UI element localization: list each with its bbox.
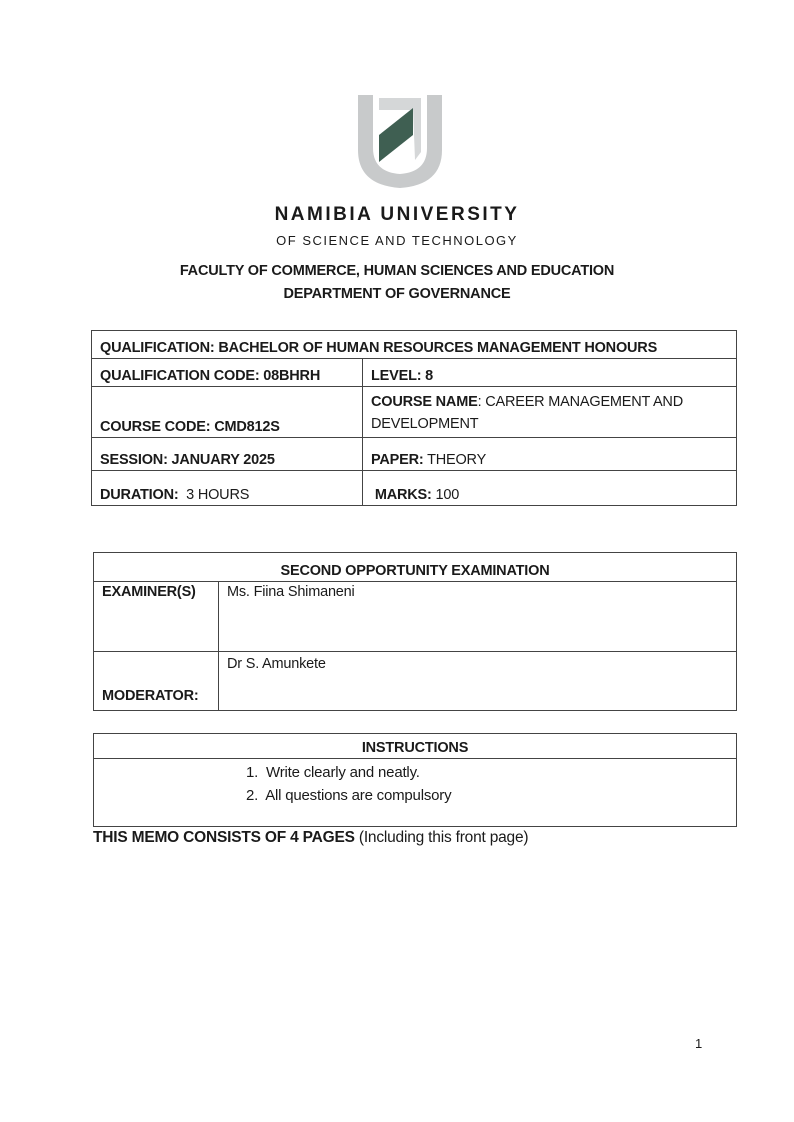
university-logo xyxy=(355,90,445,190)
university-subtitle: OF SCIENCE AND TECHNOLOGY xyxy=(276,233,518,248)
examiner-value: Ms. Fiina Shimaneni xyxy=(219,582,737,652)
department-title: DEPARTMENT OF GOVERNANCE xyxy=(283,286,511,302)
session-cell: SESSION: JANUARY 2025 xyxy=(92,438,363,471)
examiners-table xyxy=(93,552,737,711)
instruction-item: 2. All questions are compulsory xyxy=(246,787,452,804)
course-details-table xyxy=(91,330,737,506)
examiner-label: EXAMINER(S) xyxy=(94,582,219,652)
duration-cell: DURATION: 3 HOURS xyxy=(92,471,363,506)
exam-type-title: SECOND OPPORTUNITY EXAMINATION xyxy=(94,553,737,582)
moderator-label: MODERATOR: xyxy=(94,652,219,711)
page-number: 1 xyxy=(695,1036,703,1051)
moderator-value: Dr S. Amunkete xyxy=(219,652,737,711)
instructions-list xyxy=(94,759,737,827)
instruction-item: 1. Write clearly and neatly. xyxy=(246,764,420,781)
qualification-cell: QUALIFICATION: BACHELOR OF HUMAN RESOURCES MANAGEMENT HONOURS xyxy=(92,331,737,359)
university-name: NAMIBIA UNIVERSITY xyxy=(274,204,520,225)
page-count-note: THIS MEMO CONSISTS OF 4 PAGES (Including this front page) xyxy=(93,829,529,846)
paper-cell: PAPER: THEORY xyxy=(363,438,737,471)
instructions-table xyxy=(93,733,737,827)
course-code-cell: COURSE CODE: CMD812S xyxy=(92,387,363,438)
course-name-cell: COURSE NAME: CAREER MANAGEMENT AND DEVELOPMENT xyxy=(363,387,737,438)
instructions-title: INSTRUCTIONS xyxy=(94,734,737,759)
qualification-code-cell: QUALIFICATION CODE: 08BHRH xyxy=(92,359,363,387)
marks-cell: MARKS: 100 xyxy=(363,471,737,506)
faculty-title: FACULTY OF COMMERCE, HUMAN SCIENCES AND EDUCATION xyxy=(179,263,615,279)
level-cell: LEVEL: 8 xyxy=(363,359,737,387)
